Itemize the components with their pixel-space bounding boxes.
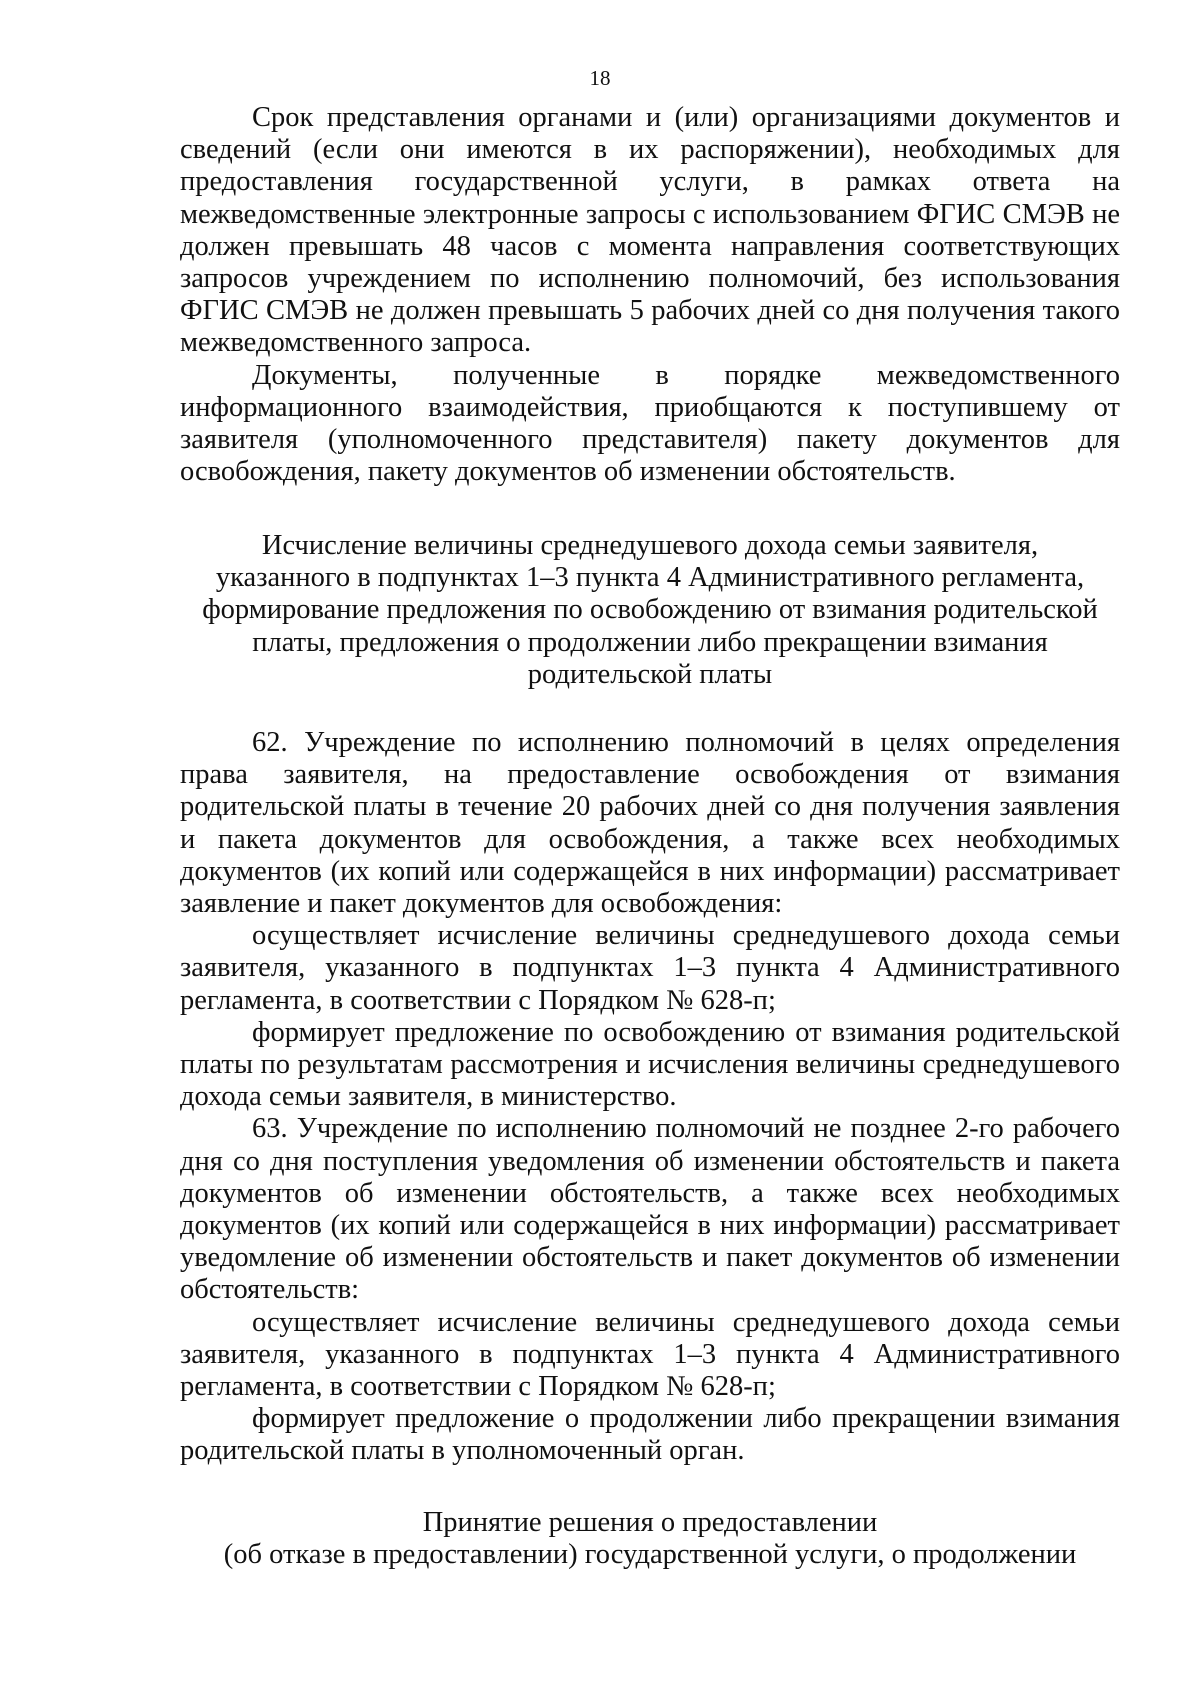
paragraph-62-item-proposal: формирует предложение по освобождению от взимания родительской платы по результатам рассмотрения и исчисления величины среднедушевого дохода семьи заявителя, в министерство.: [180, 1016, 1120, 1113]
section-heading-income-calculation: [190, 530, 1110, 691]
section-top: [180, 102, 1120, 488]
paragraph-62: 62. Учреждение по исполнению полномочий в целях определения права заявителя, на предоставление освобождения от взимания родительской платы в течение 20 рабочих дней со дня получения заявления и пакета документов для освобождения, а также всех необходимых документов (их копий или содержащейся в них информации) рассматривает заявление и пакет документов для освобождения:: [180, 727, 1120, 920]
paragraph-63-item-proposal: формирует предложение о продолжении либо прекращении взимания родительской платы в уполномоченный орган.: [180, 1403, 1120, 1467]
paragraph-63-item-calculation: осуществляет исчисление величины среднедушевого дохода семьи заявителя, указанного в подпунктах 1–3 пункта 4 Административного регламента, в соответствии с Порядком № 628-п;: [180, 1306, 1120, 1403]
section-heading-decision: [190, 1507, 1110, 1571]
heading-line: Исчисление величины среднедушевого дохода семьи заявителя,: [261, 530, 1039, 561]
heading-line: указанного в подпунктах 1–3 пункта 4 Административного регламента,: [215, 562, 1085, 594]
section-main: [180, 727, 1120, 1468]
paragraph-62-item-calculation: осуществляет исчисление величины среднедушевого дохода семьи заявителя, указанного в подпунктах 1–3 пункта 4 Административного регламента, в соответствии с Порядком № 628-п;: [180, 920, 1120, 1016]
paragraph-63: 63. Учреждение по исполнению полномочий не позднее 2-го рабочего дня со дня поступления уведомления об изменении обстоятельств и пакета документов об изменении обстоятельств, а также всех необходимых документов (их копий или содержащейся в них информации) рассматривает уведомление об изменении обстоятельств и пакет документов об изменении обстоятельств:: [180, 1113, 1120, 1306]
heading-line: Принятие решения о предоставлении: [422, 1507, 878, 1538]
heading-line: (об отказе в предоставлении) государственной услуги, о продолжении: [223, 1539, 1077, 1571]
paragraph-documents-received: Документы, полученные в порядке межведомственного информационного взаимодействия, приобщаются к поступившему от заявителя (уполномоченного представителя) пакету документов для освобождения, пакету документов об изменении обстоятельств.: [180, 359, 1120, 488]
paragraph-deadline: Срок представления органами и (или) организациями документов и сведений (если они имеются в их распоряжении), необходимых для предоставления государственной услуги, в рамках ответа на межведомственные электронные запросы с использованием ФГИС СМЭВ не должен превышать 48 часов с момента направления соответствующих запросов учреждением по исполнению полномочий, без использования ФГИС СМЭВ не должен превышать 5 рабочих дней со дня получения такого межведомственного запроса.: [180, 102, 1120, 359]
heading-line: родительской платы: [527, 658, 773, 690]
page-number: 18: [589, 66, 611, 90]
heading-line: формирование предложения по освобождению от взимания родительской: [202, 594, 1098, 626]
heading-line: платы, предложения о продолжении либо прекращении взимания: [252, 626, 1048, 658]
